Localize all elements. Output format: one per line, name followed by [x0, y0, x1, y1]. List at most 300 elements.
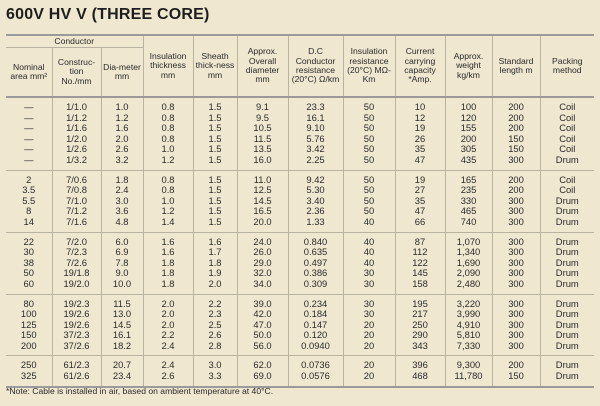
table-cell: 1.5: [193, 144, 237, 155]
table-cell: 35: [395, 196, 445, 207]
table-cell: 2.2: [143, 330, 193, 341]
table-cell: 1.5: [193, 123, 237, 134]
table-row: [6, 155, 594, 170]
table-cell: 300: [492, 196, 540, 207]
table-cell: 195: [395, 294, 445, 309]
table-cell: 1.5: [193, 170, 237, 185]
table-cell: 200: [492, 356, 540, 371]
table-cell: 1.6: [143, 247, 193, 258]
table-cell: 1.5: [193, 185, 237, 196]
table-cell: 7/2.0: [52, 232, 101, 247]
table-cell: 4.8: [101, 217, 143, 232]
table-cell: 11,780: [445, 371, 492, 386]
table-cell: 1.8: [193, 258, 237, 269]
table-cell: 3.5: [22, 184, 36, 196]
table-cell: 10: [395, 97, 445, 113]
table-cell: 1/3.2: [52, 155, 101, 170]
table-cell: 1.8: [143, 258, 193, 269]
table-cell: 2.8: [193, 341, 237, 356]
table-cell: 50.0: [237, 330, 288, 341]
table-cell: 2.0: [193, 279, 237, 294]
table-row: [6, 123, 594, 134]
table-cell: 5,810: [445, 330, 492, 341]
table-cell: 50: [343, 113, 395, 124]
table-cell: 56.0: [237, 341, 288, 356]
table-cell: 1.5: [193, 97, 237, 113]
table-cell: 26.0: [237, 247, 288, 258]
table-cell: 1.0: [101, 97, 143, 113]
table-cell: 9.1: [237, 97, 288, 113]
table-cell: 300: [492, 217, 540, 232]
table-cell: 7/2.6: [52, 258, 101, 269]
table-cell: 300: [492, 279, 540, 294]
table-cell: 32.0: [237, 268, 288, 279]
table-cell: Drum: [540, 320, 594, 331]
header-construction: Construc-tion No./mm: [52, 48, 101, 98]
table-cell: 1.7: [193, 247, 237, 258]
table-cell: Drum: [540, 356, 594, 371]
table-cell: 300: [492, 232, 540, 247]
table-cell: Drum: [540, 217, 594, 232]
table-cell: 343: [395, 341, 445, 356]
cable-spec-table: [6, 34, 594, 388]
header-sheath-thickness: Sheath thick-ness mm: [193, 36, 237, 97]
table-cell: 40: [343, 258, 395, 269]
table-cell: Drum: [540, 206, 594, 217]
table-cell: 1.4: [143, 217, 193, 232]
table-cell: 300: [492, 155, 540, 170]
table-cell: 47.0: [237, 320, 288, 331]
table-cell: 1.6: [193, 232, 237, 247]
table-cell: 1.5: [193, 134, 237, 145]
table-cell: 3.6: [101, 206, 143, 217]
table-row: [6, 341, 594, 356]
table-row: [6, 371, 594, 386]
row-group: [6, 232, 594, 294]
table-cell: 14.5: [101, 320, 143, 331]
table-cell: 20.7: [101, 356, 143, 371]
table-cell: 22: [6, 232, 52, 247]
table-cell: 50: [343, 196, 395, 207]
table-cell: 1.5: [193, 196, 237, 207]
table-cell: —: [24, 153, 34, 165]
table-cell: 35: [395, 144, 445, 155]
table-cell: 11.0: [237, 170, 288, 185]
table-cell: 1.2: [101, 113, 143, 124]
table-cell: 300: [492, 330, 540, 341]
table-cell: 1.8: [143, 279, 193, 294]
table-cell: Drum: [540, 247, 594, 258]
table-cell: 1,340: [445, 247, 492, 258]
footnote: *Note: Cable is installed in air, based on ambient temperature at 40°C.: [6, 386, 274, 396]
table-cell: 50: [343, 134, 395, 145]
table-row: [6, 97, 594, 113]
table-cell: 1.0: [143, 144, 193, 155]
table-cell: 1/2.0: [52, 134, 101, 145]
table-cell: 1.8: [143, 268, 193, 279]
table-cell: 1.9: [193, 268, 237, 279]
table-cell: 0.497: [288, 258, 343, 269]
header-diameter: Dia-meter mm: [101, 48, 143, 98]
table-cell: 30: [343, 309, 395, 320]
table-cell: —: [24, 122, 34, 134]
table-cell: 20: [343, 356, 395, 371]
table-row: [6, 268, 594, 279]
table-cell: 3.2: [101, 155, 143, 170]
table-cell: 3,220: [445, 294, 492, 309]
table-cell: 3.0: [193, 356, 237, 371]
table-cell: 5.76: [288, 134, 343, 145]
table-cell: 200: [492, 170, 540, 185]
table-cell: 62.0: [237, 356, 288, 371]
table-cell: 155: [445, 123, 492, 134]
table-cell: 18.2: [101, 341, 143, 356]
table-cell: 0.184: [288, 309, 343, 320]
header-dc-resistance: D.C Conductor resistance (20°C) Ω/km: [288, 36, 343, 97]
table-cell: 0.0736: [288, 356, 343, 371]
table-cell: 200: [20, 339, 37, 351]
table-cell: 50: [343, 206, 395, 217]
table-cell: 69.0: [237, 371, 288, 386]
table-cell: 165: [445, 170, 492, 185]
table-cell: 7/2.3: [52, 247, 101, 258]
table-cell: 2.0: [143, 294, 193, 309]
table-cell: Coil: [540, 185, 594, 196]
table-cell: 0.309: [288, 279, 343, 294]
header-insulation-thickness: Insulation thickness mm: [143, 36, 193, 97]
table-row: [6, 134, 594, 145]
table-cell: 150: [492, 144, 540, 155]
page-title: 600V HV V (THREE CORE): [6, 6, 210, 23]
table-row: [6, 144, 594, 155]
table-row: [6, 258, 594, 269]
table-cell: 112: [395, 247, 445, 258]
table-row: [6, 113, 594, 124]
table-cell: Coil: [540, 134, 594, 145]
table-cell: 300: [492, 294, 540, 309]
table-cell: 50: [343, 185, 395, 196]
table-cell: 16.0: [237, 155, 288, 170]
table-cell: Drum: [540, 309, 594, 320]
table-cell: 12: [395, 113, 445, 124]
table-cell: 1.6: [143, 232, 193, 247]
table-cell: 2.4: [143, 356, 193, 371]
table-cell: 2.36: [288, 206, 343, 217]
header-insulation-resistance: Insulation resistance (20°C) MΩ-Km: [343, 36, 395, 97]
table-cell: 0.234: [288, 294, 343, 309]
table-cell: 37/2.3: [52, 330, 101, 341]
table-cell: —: [24, 132, 34, 144]
table-cell: 19/2.0: [52, 279, 101, 294]
table-cell: 13.0: [101, 309, 143, 320]
table-cell: 150: [20, 329, 37, 341]
table-cell: 7,330: [445, 341, 492, 356]
table-cell: 122: [395, 258, 445, 269]
table-cell: 39.0: [237, 294, 288, 309]
table-cell: 24.0: [237, 232, 288, 247]
table-cell: 11.5: [237, 134, 288, 145]
table-cell: 40: [343, 232, 395, 247]
table-row: [6, 309, 594, 320]
table-cell: 250: [395, 320, 445, 331]
table-cell: 19/1.8: [52, 268, 101, 279]
table-cell: 9.10: [288, 123, 343, 134]
table-cell: 305: [445, 144, 492, 155]
table-cell: 30: [23, 246, 34, 258]
header-packing-method: Packing method: [540, 36, 594, 97]
table-cell: 200: [492, 97, 540, 113]
table-cell: 2.3: [193, 309, 237, 320]
table-cell: 0.840: [288, 232, 343, 247]
table-cell: 1.2: [143, 206, 193, 217]
table-cell: 1.6: [101, 123, 143, 134]
table-cell: 290: [395, 330, 445, 341]
table-row: [6, 206, 594, 217]
table-cell: 468: [395, 371, 445, 386]
table-cell: Coil: [540, 144, 594, 155]
table-cell: 158: [395, 279, 445, 294]
table-cell: 16.5: [237, 206, 288, 217]
table-cell: 1,070: [445, 232, 492, 247]
table-cell: 0.147: [288, 320, 343, 331]
table-cell: 2.5: [193, 320, 237, 331]
table-cell: 3.42: [288, 144, 343, 155]
table-cell: 20: [343, 371, 395, 386]
table-cell: 1.5: [193, 206, 237, 217]
table-row: [6, 279, 594, 294]
header-weight: Approx. weight kg/km: [445, 36, 492, 97]
table-cell: 8: [26, 205, 32, 217]
table-cell: 19: [395, 123, 445, 134]
table-cell: 125: [20, 318, 37, 330]
table-cell: Drum: [540, 155, 594, 170]
table-cell: 50: [343, 97, 395, 113]
table-cell: Coil: [540, 113, 594, 124]
row-group: [6, 170, 594, 232]
table-cell: 50: [343, 123, 395, 134]
table-cell: 7/0.6: [52, 170, 101, 185]
table-cell: 200: [492, 123, 540, 134]
table-cell: 80: [6, 294, 52, 309]
table-cell: 2.25: [288, 155, 343, 170]
table-cell: 300: [492, 341, 540, 356]
table-cell: —: [24, 111, 34, 123]
table-cell: 145: [395, 268, 445, 279]
table-cell: 87: [395, 232, 445, 247]
table-cell: 10.5: [237, 123, 288, 134]
table-cell: 4,910: [445, 320, 492, 331]
table-cell: Drum: [540, 371, 594, 386]
table-cell: 200: [492, 185, 540, 196]
table-cell: Drum: [540, 294, 594, 309]
table-cell: 16.1: [101, 330, 143, 341]
table-cell: 19: [395, 170, 445, 185]
table-cell: 66: [395, 217, 445, 232]
table-cell: 0.8: [143, 97, 193, 113]
table-cell: 330: [445, 196, 492, 207]
table-cell: 300: [492, 320, 540, 331]
table-cell: 47: [395, 155, 445, 170]
table-cell: 50: [343, 144, 395, 155]
table-cell: 740: [445, 217, 492, 232]
table-cell: 150: [492, 134, 540, 145]
table-cell: 1.0: [143, 196, 193, 207]
table-cell: 0.635: [288, 247, 343, 258]
table-cell: 20: [343, 341, 395, 356]
table-cell: 60: [23, 277, 34, 289]
table-cell: 10.0: [101, 279, 143, 294]
table-cell: 435: [445, 155, 492, 170]
table-cell: 14.5: [237, 196, 288, 207]
table-cell: 30: [343, 279, 395, 294]
table-cell: 250: [6, 356, 52, 371]
table-cell: 2.6: [193, 330, 237, 341]
table-cell: 0.120: [288, 330, 343, 341]
table-cell: Drum: [540, 232, 594, 247]
row-group: [6, 97, 594, 170]
table-cell: 120: [445, 113, 492, 124]
table-cell: 6.9: [101, 247, 143, 258]
table-cell: 19/2.6: [52, 309, 101, 320]
table-cell: 19/2.3: [52, 294, 101, 309]
table-cell: 2,090: [445, 268, 492, 279]
table-cell: 0.0940: [288, 341, 343, 356]
table-cell: 7/0.8: [52, 185, 101, 196]
row-group: [6, 356, 594, 386]
table-cell: 14: [23, 215, 34, 227]
table-row: [6, 330, 594, 341]
table-cell: 30: [343, 294, 395, 309]
table-cell: 2.6: [101, 144, 143, 155]
table-row: [6, 185, 594, 196]
table-cell: 5.30: [288, 185, 343, 196]
table-cell: 29.0: [237, 258, 288, 269]
table-cell: 100: [20, 308, 37, 320]
table-cell: 37/2.6: [52, 341, 101, 356]
table-cell: 2.4: [101, 185, 143, 196]
table-cell: 2.0: [143, 320, 193, 331]
table-cell: Coil: [540, 97, 594, 113]
table-row: [6, 196, 594, 207]
table-cell: 9.5: [237, 113, 288, 124]
header-overall-diameter: Approx. Overall diameter mm: [237, 36, 288, 97]
table-cell: 50: [23, 267, 34, 279]
table-cell: 2,480: [445, 279, 492, 294]
table-cell: Coil: [540, 123, 594, 134]
table-cell: 0.8: [143, 170, 193, 185]
table-cell: 396: [395, 356, 445, 371]
table-cell: 1.5: [193, 155, 237, 170]
table-cell: 0.8: [143, 185, 193, 196]
table-cell: 20.0: [237, 217, 288, 232]
table-cell: 23.4: [101, 371, 143, 386]
table-cell: Drum: [540, 258, 594, 269]
table-cell: 300: [492, 206, 540, 217]
table-row: [6, 320, 594, 331]
table-cell: 300: [492, 309, 540, 320]
table-cell: 0.8: [143, 134, 193, 145]
table-cell: 1,690: [445, 258, 492, 269]
table-cell: 13.5: [237, 144, 288, 155]
table-cell: Drum: [540, 279, 594, 294]
table-cell: 300: [492, 258, 540, 269]
header-standard-length: Standard length m: [492, 36, 540, 97]
header-current-capacity: Current carrying capacity *Amp.: [395, 36, 445, 97]
table-cell: 0.8: [143, 123, 193, 134]
table-row: [6, 217, 594, 232]
table-cell: 20: [343, 330, 395, 341]
table-cell: 2.6: [143, 371, 193, 386]
table-cell: 27: [395, 185, 445, 196]
table-cell: 2.2: [193, 294, 237, 309]
table-cell: 1.2: [143, 155, 193, 170]
table-cell: —: [24, 143, 34, 155]
table-cell: 465: [445, 206, 492, 217]
table-cell: 1.5: [193, 217, 237, 232]
table-cell: 235: [445, 185, 492, 196]
table-cell: Drum: [540, 268, 594, 279]
table-cell: 3,990: [445, 309, 492, 320]
table-cell: 50: [343, 155, 395, 170]
table-cell: 50: [343, 170, 395, 185]
table-cell: 38: [23, 256, 34, 268]
table-cell: 1/1.0: [52, 97, 101, 113]
table-cell: 34.0: [237, 279, 288, 294]
table-cell: 20: [343, 320, 395, 331]
table-cell: 217: [395, 309, 445, 320]
table-cell: 1.8: [101, 170, 143, 185]
table-cell: 42.0: [237, 309, 288, 320]
table-cell: 26: [395, 134, 445, 145]
table-cell: 9.42: [288, 170, 343, 185]
table-cell: 100: [445, 97, 492, 113]
table-cell: 3.40: [288, 196, 343, 207]
table-cell: 300: [492, 268, 540, 279]
table-cell: 30: [343, 268, 395, 279]
table-cell: Drum: [540, 341, 594, 356]
table-cell: 0.8: [143, 113, 193, 124]
table-cell: 40: [343, 217, 395, 232]
table-cell: 9,300: [445, 356, 492, 371]
table-cell: 11.5: [101, 294, 143, 309]
table-cell: 9.0: [101, 268, 143, 279]
header-conductor: Conductor: [6, 36, 143, 48]
table-cell: 23.3: [288, 97, 343, 113]
table-cell: 0.386: [288, 268, 343, 279]
table-row: [6, 294, 594, 309]
table-cell: —: [24, 101, 34, 112]
table-cell: Drum: [540, 330, 594, 341]
table-cell: 2: [6, 170, 52, 185]
table-cell: 2.0: [143, 309, 193, 320]
table-cell: 325: [20, 370, 37, 382]
table-cell: 1/1.2: [52, 113, 101, 124]
table-cell: 7.8: [101, 258, 143, 269]
table-cell: 5.5: [22, 194, 36, 206]
row-group: [6, 294, 594, 356]
table-cell: 1/1.6: [52, 123, 101, 134]
table-cell: 7/1.6: [52, 217, 101, 232]
table-cell: 61/2.3: [52, 356, 101, 371]
header-nominal-area: Nominal area mm²: [6, 48, 52, 98]
table-cell: 3.3: [193, 371, 237, 386]
table-row: [6, 232, 594, 247]
table-cell: 150: [492, 371, 540, 386]
table-cell: 19/2.6: [52, 320, 101, 331]
table-cell: 1.5: [193, 113, 237, 124]
table-cell: 200: [445, 134, 492, 145]
table-cell: 2.0: [101, 134, 143, 145]
